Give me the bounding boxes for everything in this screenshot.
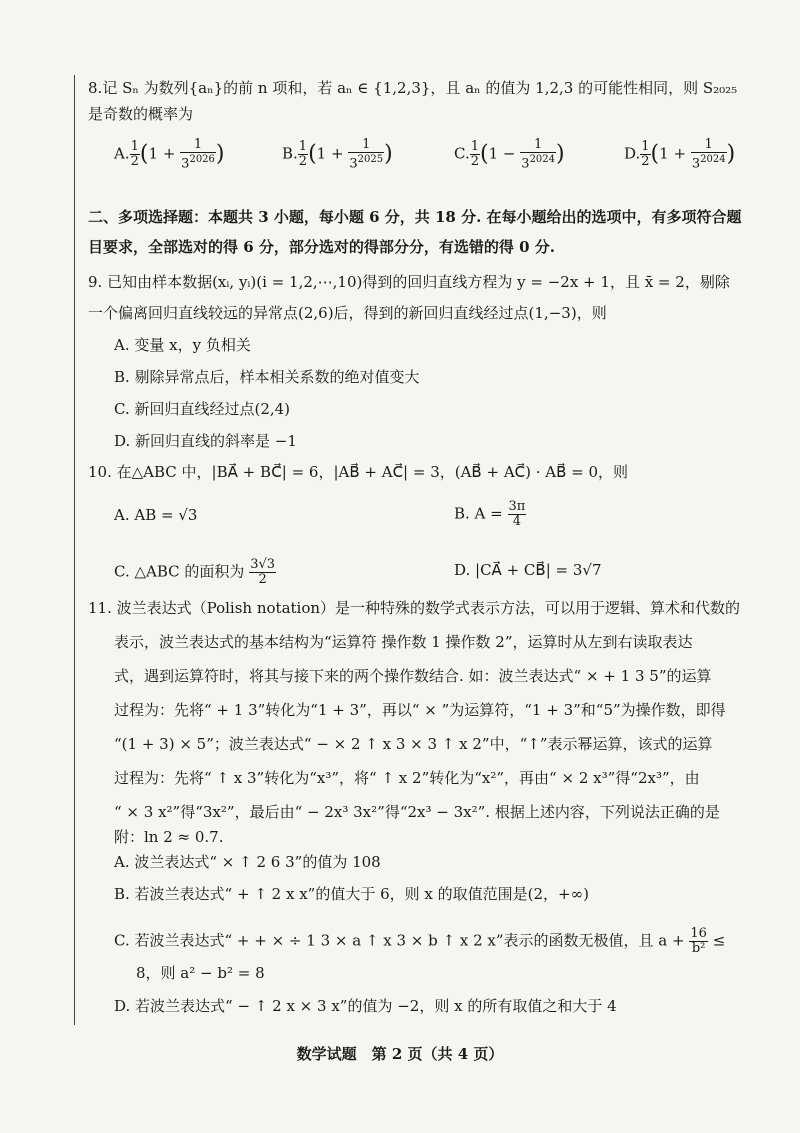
q9-option-b: B. 剔除异常点后，样本相关系数的绝对值变大: [114, 368, 420, 386]
q11-option-d: D. 若波兰表达式“ − ↑ 2 x × 3 x”的值为 −2，则 x 的所有取值之和大于 4: [114, 997, 617, 1015]
q11-stem-line-2: 表示，波兰表达式的基本结构为“运算符 操作数 1 操作数 2”，运算时从左到右读取表达: [114, 633, 693, 651]
q10-option-c: C. △ABC 的面积为 $\frac{3√3}{2}$: [114, 557, 276, 587]
q8-option-d: D. $\frac{1}{2}$ (1 + $\frac{1}{3^{2024}}$ ): [624, 137, 736, 172]
q8-stem-line1: 8.记 Sₙ 为数列{aₙ}的前 n 项和，若 aₙ ∈ {1,2,3}，且 aₙ 的值为 1,2,3 的可能性相同，则 S₂₀₂₅: [88, 79, 738, 97]
q8-option-c: C. $\frac{1}{2}$ (1 − $\frac{1}{3^{2024}}$ ): [454, 137, 565, 172]
q9-stem-line2: 一个偏离回归直线较远的异常点(2,6)后，得到的新回归直线经过点(1,−3)，则: [88, 304, 607, 322]
q11-stem-line-4: 过程为：先将“ + 1 3”转化为“1 + 3”，再以“ × ”为运算符，“1 + 3”和“5”为操作数，即得: [114, 701, 726, 719]
section2-header-line1: 二、多项选择题：本题共 3 小题，每小题 6 分，共 18 分. 在每小题给出的选项中，有多项符合题: [88, 208, 742, 226]
q10-option-b: B. A = $\frac{3\pi}{4}$: [454, 499, 526, 529]
q11-stem-line-1: 11. 波兰表达式（Polish notation）是一种特殊的数学式表示方法，可以用于逻辑、算术和代数的: [88, 599, 741, 617]
q10-stem: 10. 在△ABC 中，|BA⃗ + BC⃗| = 6，|AB⃗ + AC⃗| = 3，(AB⃗ + AC⃗) · AB⃗ = 0，则: [88, 463, 629, 481]
section2-header-line2: 目要求，全部选对的得 6 分，部分选对的得部分分，有选错的得 0 分.: [88, 238, 555, 256]
q10-option-d: D. |CA⃗ + CB⃗| = 3√7: [454, 561, 602, 579]
q10-option-a: A. AB = √3: [114, 506, 198, 524]
q11-stem-line-8: 附：ln 2 ≈ 0.7.: [114, 828, 224, 846]
q11-stem-line-3: 式，遇到运算符时，将其与接下来的两个操作数结合. 如：波兰表达式“ × + 1 3 5”的运算: [114, 667, 712, 685]
left-margin-rule: [74, 75, 75, 1025]
q11-option-c-line2: 8，则 a² − b² = 8: [136, 964, 265, 982]
q9-option-c: C. 新回归直线经过点(2,4): [114, 400, 291, 418]
q8-option-a: A. $\frac{1}{2}$ (1 + $\frac{1}{3^{2026}}$ ): [114, 137, 225, 172]
q9-stem-line1: 9. 已知由样本数据(xᵢ, yᵢ)(i = 1,2,⋯,10)得到的回归直线方程为 y = −2x + 1，且 x̄ = 2，剔除: [88, 273, 730, 291]
q11-option-b: B. 若波兰表达式“ + ↑ 2 x x”的值大于 6，则 x 的取值范围是(2，+∞): [114, 885, 589, 903]
q9-option-d: D. 新回归直线的斜率是 −1: [114, 432, 297, 450]
q11-option-c: C. 若波兰表达式“ + + × ÷ 1 3 × a ↑ x 3 × b ↑ x 2 x”表示的函数无极值，且 a + $\frac{16}{\text{b²}}$ ≤: [114, 926, 726, 956]
q8-option-b: B. $\frac{1}{2}$ (1 + $\frac{1}{3^{2025}}$ ): [282, 137, 393, 172]
q11-option-c-fraction: $\frac{16}{\text{b²}}$: [690, 926, 707, 956]
q11-stem-line-7: “ × 3 x²”得“3x²”，最后由“ − 2x³ 3x²”得“2x³ − 3x²”. 根据上述内容，下列说法正确的是: [114, 803, 720, 821]
q11-stem-line-5: “(1 + 3) × 5”；波兰表达式“ − × 2 ↑ x 3 × 3 ↑ x 2”中，“↑”表示幂运算，该式的运算: [114, 735, 713, 753]
q11-option-a: A. 波兰表达式“ × ↑ 2 6 3”的值为 108: [114, 853, 381, 871]
q11-stem-line-6: 过程为：先将“ ↑ x 3”转化为“x³”，将“ ↑ x 2”转化为“x²”，再由“ × 2 x³”得“2x³”，由: [114, 769, 700, 787]
q9-option-a: A. 变量 x，y 负相关: [114, 336, 251, 354]
q10-option-b-fraction: $\frac{3\pi}{4}$: [508, 499, 526, 529]
q10-option-c-fraction: $\frac{3√3}{2}$: [250, 557, 276, 587]
page-footer: 数学试题 第 2 页（共 4 页）: [296, 1045, 504, 1063]
q8-stem-line2: 是奇数的概率为: [88, 105, 194, 123]
